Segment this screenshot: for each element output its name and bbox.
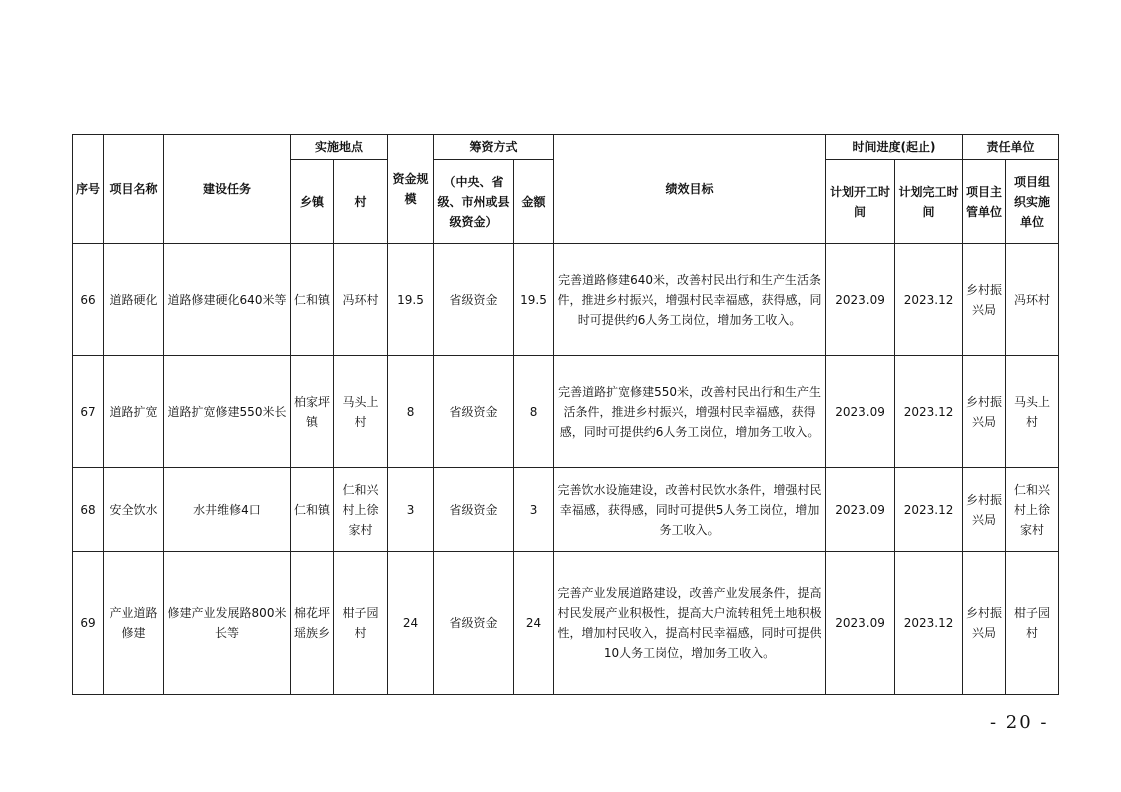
header-manager: 项目主管单位 xyxy=(963,160,1006,244)
cell-source: 省级资金 xyxy=(434,356,514,468)
cell-implementer: 马头上村 xyxy=(1006,356,1059,468)
cell-village: 柑子园村 xyxy=(334,552,388,695)
table-row xyxy=(73,468,1059,552)
table-row xyxy=(73,552,1059,695)
cell-implementer: 仁和兴村上徐家村 xyxy=(1006,468,1059,552)
header-funding-method: 筹资方式 xyxy=(434,135,554,160)
header-schedule: 时间进度(起止) xyxy=(826,135,963,160)
header-implementer: 项目组织实施单位 xyxy=(1006,160,1059,244)
cell-scale: 3 xyxy=(388,468,434,552)
header-seq: 序号 xyxy=(73,135,104,244)
cell-implementer: 柑子园村 xyxy=(1006,552,1059,695)
cell-source: 省级资金 xyxy=(434,552,514,695)
header-town: 乡镇 xyxy=(291,160,334,244)
header-amount: 金额 xyxy=(514,160,554,244)
cell-village: 仁和兴村上徐家村 xyxy=(334,468,388,552)
cell-start: 2023.09 xyxy=(826,244,895,356)
cell-amount: 19.5 xyxy=(514,244,554,356)
cell-town: 棉花坪瑶族乡 xyxy=(291,552,334,695)
cell-seq: 69 xyxy=(73,552,104,695)
cell-end: 2023.12 xyxy=(895,356,963,468)
header-village: 村 xyxy=(334,160,388,244)
cell-name: 产业道路修建 xyxy=(104,552,164,695)
cell-seq: 66 xyxy=(73,244,104,356)
cell-village: 冯环村 xyxy=(334,244,388,356)
table-row xyxy=(73,244,1059,356)
header-end: 计划完工时间 xyxy=(895,160,963,244)
header-start: 计划开工时间 xyxy=(826,160,895,244)
cell-seq: 68 xyxy=(73,468,104,552)
cell-seq: 67 xyxy=(73,356,104,468)
cell-village: 马头上村 xyxy=(334,356,388,468)
cell-town: 仁和镇 xyxy=(291,244,334,356)
header-goal: 绩效目标 xyxy=(554,135,826,244)
header-responsibility: 责任单位 xyxy=(963,135,1059,160)
cell-goal: 完善道路扩宽修建550米，改善村民出行和生产生活条件，推进乡村振兴，增强村民幸福感，获得感，同时可提供约6人务工岗位，增加务工收入。 xyxy=(554,356,826,468)
header-row-1 xyxy=(73,135,1059,160)
cell-scale: 19.5 xyxy=(388,244,434,356)
header-scale: 资金规模 xyxy=(388,135,434,244)
cell-task: 道路修建硬化640米等 xyxy=(164,244,291,356)
table-row xyxy=(73,356,1059,468)
cell-start: 2023.09 xyxy=(826,468,895,552)
cell-amount: 24 xyxy=(514,552,554,695)
header-location: 实施地点 xyxy=(291,135,388,160)
cell-source: 省级资金 xyxy=(434,244,514,356)
cell-task: 修建产业发展路800米长等 xyxy=(164,552,291,695)
page-number: - 20 - xyxy=(990,712,1049,733)
cell-amount: 8 xyxy=(514,356,554,468)
cell-start: 2023.09 xyxy=(826,552,895,695)
project-table xyxy=(72,134,1059,695)
cell-name: 道路扩宽 xyxy=(104,356,164,468)
cell-name: 安全饮水 xyxy=(104,468,164,552)
cell-goal: 完善道路修建640米，改善村民出行和生产生活条件，推进乡村振兴，增强村民幸福感，获得感，同时可提供约6人务工岗位，增加务工收入。 xyxy=(554,244,826,356)
header-name: 项目名称 xyxy=(104,135,164,244)
cell-manager: 乡村振兴局 xyxy=(963,552,1006,695)
cell-goal: 完善饮水设施建设，改善村民饮水条件，增强村民幸福感，获得感，同时可提供5人务工岗位，增加务工收入。 xyxy=(554,468,826,552)
cell-source: 省级资金 xyxy=(434,468,514,552)
cell-scale: 8 xyxy=(388,356,434,468)
cell-manager: 乡村振兴局 xyxy=(963,244,1006,356)
cell-amount: 3 xyxy=(514,468,554,552)
cell-task: 水井维修4口 xyxy=(164,468,291,552)
header-task: 建设任务 xyxy=(164,135,291,244)
cell-scale: 24 xyxy=(388,552,434,695)
cell-start: 2023.09 xyxy=(826,356,895,468)
cell-end: 2023.12 xyxy=(895,552,963,695)
cell-implementer: 冯环村 xyxy=(1006,244,1059,356)
cell-manager: 乡村振兴局 xyxy=(963,468,1006,552)
header-source: （中央、省级、市州或县级资金） xyxy=(434,160,514,244)
cell-manager: 乡村振兴局 xyxy=(963,356,1006,468)
cell-end: 2023.12 xyxy=(895,244,963,356)
cell-town: 柏家坪镇 xyxy=(291,356,334,468)
cell-name: 道路硬化 xyxy=(104,244,164,356)
cell-end: 2023.12 xyxy=(895,468,963,552)
cell-town: 仁和镇 xyxy=(291,468,334,552)
cell-goal: 完善产业发展道路建设，改善产业发展条件，提高村民发展产业积极性，提高大户流转租凭土地积极性，增加村民收入，提高村民幸福感，同时可提供10人务工岗位，增加务工收入。 xyxy=(554,552,826,695)
cell-task: 道路扩宽修建550米长 xyxy=(164,356,291,468)
